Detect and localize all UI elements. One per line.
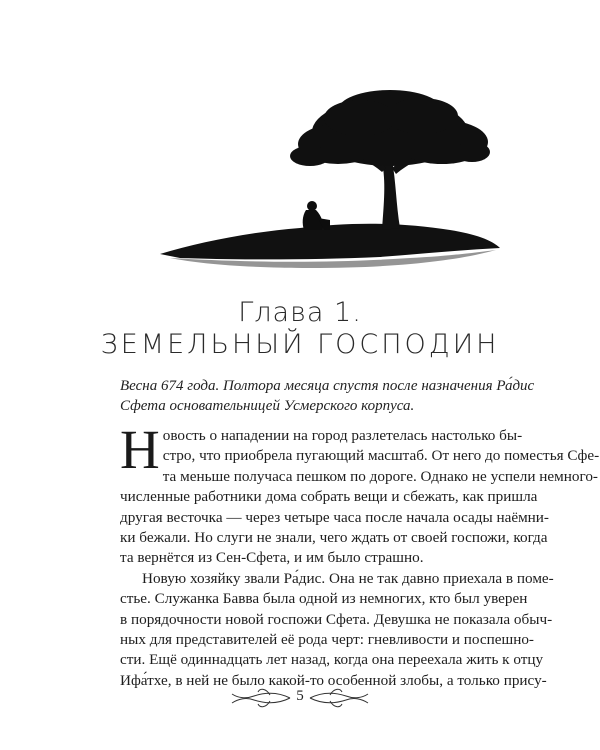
- text-line: сти. Ещё одиннадцать лет назад, когда она переехала жить к отцу: [120, 651, 544, 669]
- epigraph: [120, 376, 535, 417]
- text-line: другая весточка — через четыре часа после начала осады наёмни-: [120, 508, 549, 526]
- drop-cap: Н: [120, 419, 160, 480]
- chapter-number: Глава 1.: [238, 297, 362, 328]
- body-text: [120, 419, 600, 691]
- text-line: овость о нападении на город разлетелась настолько бы-: [162, 427, 523, 444]
- text-line: та вернётся из Сен-Сфета, и им было страшно.: [120, 549, 424, 567]
- text-line: в порядочности новой госпожи Сфета. Девушка не показала обыч-: [120, 610, 553, 628]
- epigraph-line: Весна 674 года. Полтора месяца спустя после назначения Ра́дис: [120, 378, 535, 394]
- text-line: стро, что приобрела пугающий масштаб. От него до поместья Сфе-: [162, 447, 600, 465]
- text-line: та меньше получаса пешком по дороге. Однако не успели немного-: [162, 467, 598, 485]
- text-line: ки бежали. Но слуги не знали, чего ждать от своей госпожи, когда: [120, 528, 548, 546]
- text-line: стье. Служанка Бавва была одной из немногих, кто был уверен: [120, 590, 528, 608]
- paragraph: [120, 569, 554, 691]
- paragraph: [120, 419, 600, 569]
- text-line: Ифа́тхе, в ней не было какой-то особенной злобы, а только прису-: [120, 671, 547, 689]
- chapter-title: ЗЕМЕЛЬНЫЙ ГОСПОДИН: [100, 329, 500, 360]
- epigraph-line: Сфета основательницей Усмерского корпуса.: [120, 398, 415, 415]
- tree-illustration: [160, 82, 500, 272]
- text-line: ных для представителей её рода черт: гневливости и поспешно-: [120, 630, 534, 648]
- text-line: численные работники дома собрать вещи и сбежать, как пришла: [120, 488, 538, 506]
- text-line: Новую хозяйку звали Ра́дис. Она не так давно приехала в поме-: [142, 569, 554, 587]
- page-number: 5: [296, 688, 304, 704]
- tree-canopy: [290, 90, 490, 166]
- sitting-figure: [303, 201, 330, 230]
